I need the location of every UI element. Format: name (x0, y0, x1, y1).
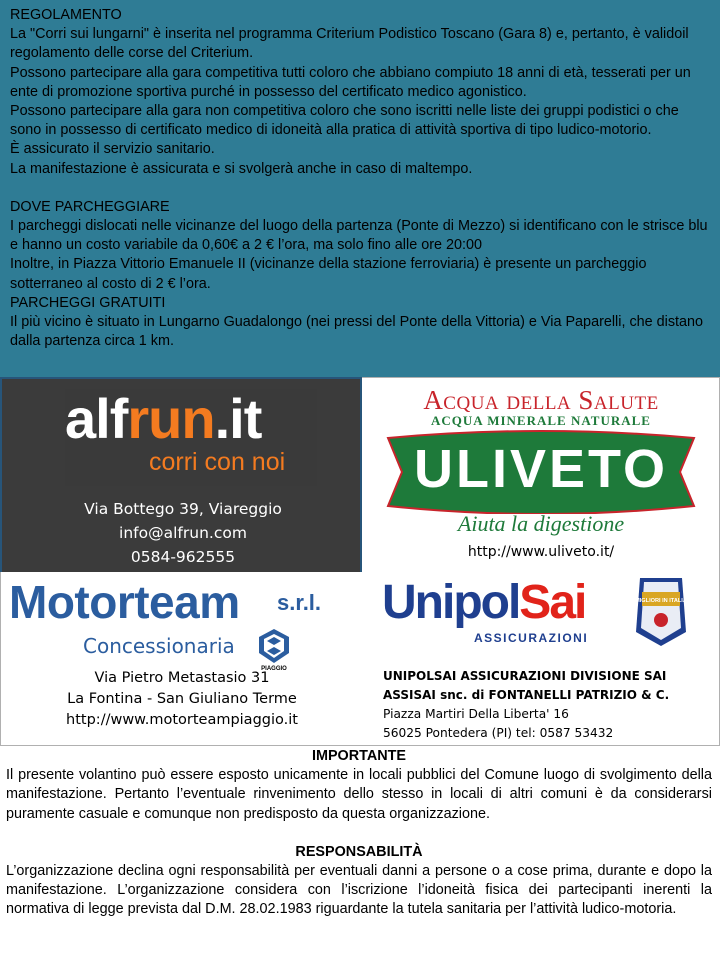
piaggio-label: PIAGGIO (261, 666, 287, 671)
alfrun-phone: 0584-962555 (130, 548, 236, 566)
alfrun-brand-part-3: .it (214, 387, 262, 450)
regolamento-line-5: La manifestazione è assicurata e si svolgerà anche in caso di maltempo. (10, 160, 473, 177)
unipolsai-city-phone: 56025 Pontedera (PI) tel: 0587 53432 (383, 726, 614, 740)
parcheggi-gratuiti-text: Il più vicino è situato in Lungarno Guadalongo (nei pressi del Ponte della Vittoria) e Via Paparelli, che distano dalla partenza circa 1 km. (10, 314, 704, 350)
parcheggi-line-1: I parcheggi dislocati nelle vicinanze del luogo della partenza (Ponte di Mezzo) si identificano con le strisce blu e hanno un costo variabile da 0,60€ a 2 € l’ora, ma solo fino alle ore 20:00 (10, 218, 708, 254)
regolamento-line-1: La "Corri sui lungarni" è inserita nel programma Criterium Podistico Toscano (Gara 8) e, pertanto, è validoil regolamento delle corse del Criterium. (10, 26, 689, 62)
motorteam-address: Via Pietro Metastasio 31 (94, 670, 270, 686)
regolamento-line-3: Possono partecipare alla gara non competitiva coloro che sono iscritti nelle liste dei gruppi podistici o che sono in possesso di certificato medico di idoneità alla pratica di attività sportiva di tipo ludico-motorio. (10, 103, 679, 139)
parcheggi-gratuiti-heading: PARCHEGGI GRATUITI (10, 294, 166, 311)
sponsor-alfrun (0, 377, 362, 572)
importante-heading: IMPORTANTE (311, 748, 407, 764)
migliori-in-italia-badge (630, 572, 692, 650)
sponsor-motorteam (0, 572, 362, 746)
parcheggi-line-2: Inoltre, in Piazza Vittorio Emanuele II (vicinanze della stazione ferroviaria) è presente un parcheggio sotterraneo al costo di 2 € l’ora. (10, 256, 647, 292)
uliveto-slogan: Aiuta la digestione (457, 511, 625, 536)
motorteam-brand: Motorteam (9, 576, 240, 628)
alfrun-email[interactable]: info@alfrun.com (119, 524, 247, 542)
unipolsai-brand-part-1: Unipol (382, 576, 520, 629)
notes-spacer (6, 824, 712, 843)
unipolsai-contact (383, 705, 613, 743)
unipolsai-brand-part-2: Sai (519, 576, 586, 629)
unipolsai-sub: ASSICURAZIONI (474, 631, 589, 645)
responsabilita-text: L’organizzazione declina ogni responsabilità per eventuali danni a persone o a cose prima, durante e dopo la manifestazione. L’organizzazione considera con l’iscrizione l’idoneità fisica dei partecipanti inerenti la normativa di legge prevista dal D.M. 28.02.1983 riguardante la tutela sanitaria per l’attività ludico-motoria. (6, 863, 712, 918)
motorteam-contact (1, 668, 362, 731)
responsabilita-heading: RESPONSABILITÀ (295, 843, 423, 860)
sponsor-uliveto (362, 377, 720, 572)
unipolsai-agency-name (383, 667, 669, 705)
alfrun-logo (65, 389, 317, 486)
regolamento-line-4: È assicurato il servizio sanitario. (10, 141, 215, 158)
uliveto-brand: ULIVETO (413, 439, 669, 499)
notes-section (6, 747, 712, 920)
uliveto-top-text: Acqua della Salute (423, 385, 659, 415)
alfrun-brand (65, 389, 261, 449)
alfrun-contact (2, 497, 362, 569)
section-spacer (10, 179, 712, 198)
uliveto-url-link[interactable]: http://www.uliveto.it/ (467, 544, 615, 560)
alfrun-brand-part-1: alf (65, 387, 128, 450)
parcheggi-heading: DOVE PARCHEGGIARE (10, 198, 170, 215)
motorteam-suffix: s.r.l. (277, 590, 322, 615)
regolamento-line-2: Possono partecipare alla gara competitiva tutti coloro che abbiano compiuto 18 anni di età, tesserati per un ente di promozione sportiva purché in possesso del certificato medico agonistico. (10, 64, 691, 100)
regolamento-heading: REGOLAMENTO (10, 7, 122, 23)
badge-text: MIGLIORI IN ITALIA (635, 598, 687, 604)
piaggio-logo-icon (256, 627, 292, 671)
unipolsai-brand (382, 574, 585, 632)
motorteam-url-link[interactable]: http://www.motorteampiaggio.it (66, 712, 298, 728)
unipolsai-name-line-2: ASSISAI snc. di FONTANELLI PATRIZIO & C. (383, 688, 670, 702)
info-panel (0, 0, 720, 377)
alfrun-slogan: corri con noi (149, 448, 286, 476)
uliveto-sub-text: ACQUA MINERALE NATURALE (431, 413, 651, 428)
alfrun-brand-part-2: run (127, 387, 215, 450)
sponsor-unipolsai (362, 572, 720, 746)
motorteam-city: La Fontina - San Giuliano Terme (67, 691, 297, 707)
alfrun-address: Via Bottego 39, Viareggio (84, 500, 282, 518)
unipolsai-address: Piazza Martiri Della Liberta' 16 (383, 707, 569, 721)
unipolsai-name-line-1: UNIPOLSAI ASSICURAZIONI DIVISIONE SAI (383, 669, 667, 683)
motorteam-tagline: Concessionaria (83, 634, 235, 658)
importante-text: Il presente volantino può essere esposto unicamente in locali pubblici del Comune luogo di svolgimento della manifestazione. Pertanto l’eventuale rinvenimento dello stesso in locali di altri comuni è da considerarsi puramente casuale e comunque non predisposto da questa organizzazione. (6, 767, 712, 822)
